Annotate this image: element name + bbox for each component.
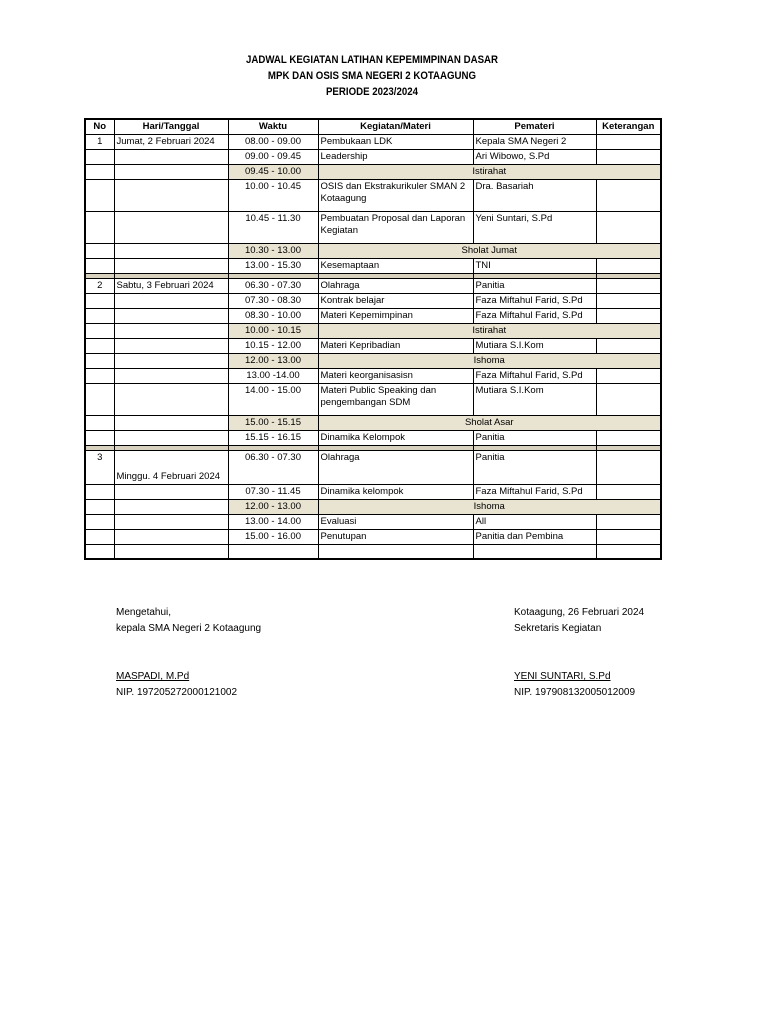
cell-pemateri: All (473, 515, 596, 530)
cell-keterangan (596, 339, 661, 354)
table-row (85, 515, 661, 530)
table-row (85, 431, 661, 446)
cell-date (114, 165, 228, 180)
cell-waktu: 07.30 - 11.45 (228, 485, 318, 500)
table-row (85, 369, 661, 384)
table-row (85, 384, 661, 416)
cell-pemateri: Mutiara S.I.Kom (473, 339, 596, 354)
cell-date: Minggu. 4 Februari 2024 (114, 451, 228, 485)
right-signature-block (514, 606, 644, 700)
right-sig-name: YENI SUNTARI, S.Pd (514, 671, 611, 682)
cell-break-label: Istirahat (318, 165, 661, 180)
cell-date (114, 324, 228, 339)
cell-kegiatan: Materi Kepemimpinan (318, 309, 473, 324)
cell-kegiatan: Materi keorganisasisn (318, 369, 473, 384)
cell-waktu (228, 545, 318, 559)
cell-waktu: 10.15 - 12.00 (228, 339, 318, 354)
cell-keterangan (596, 431, 661, 446)
cell-keterangan (596, 451, 661, 485)
cell-date (114, 259, 228, 274)
cell-pemateri: Panitia (473, 451, 596, 485)
cell-date (114, 530, 228, 545)
cell-date (114, 244, 228, 259)
cell-waktu: 09.45 - 10.00 (228, 165, 318, 180)
header-pemateri: Pemateri (473, 119, 596, 135)
cell-waktu: 06.30 - 07.30 (228, 451, 318, 485)
cell-no (85, 294, 114, 309)
cell-kegiatan: Materi Public Speaking dan pengembangan SDM (318, 384, 473, 416)
cell-date (114, 431, 228, 446)
cell-keterangan (596, 279, 661, 294)
left-signature-block (116, 606, 261, 700)
table-row (85, 545, 661, 559)
cell-kegiatan: Pembukaan LDK (318, 135, 473, 150)
cell-waktu: 10.30 - 13.00 (228, 244, 318, 259)
cell-pemateri: Kepala SMA Negeri 2 (473, 135, 596, 150)
cell-date: Jumat, 2 Februari 2024 (114, 135, 228, 150)
cell-waktu: 13.00 - 15.30 (228, 259, 318, 274)
cell-date (114, 416, 228, 431)
cell-no (85, 431, 114, 446)
right-sig-line1: Kotaagung, 26 Februari 2024 (514, 607, 645, 618)
cell-pemateri (473, 545, 596, 559)
table-row (85, 530, 661, 545)
table-row (85, 150, 661, 165)
table-row (85, 354, 661, 369)
cell-date (114, 150, 228, 165)
cell-no (85, 384, 114, 416)
cell-keterangan (596, 294, 661, 309)
cell-date (114, 180, 228, 212)
table-row (85, 416, 661, 431)
cell-pemateri: Ari Wibowo, S.Pd (473, 150, 596, 165)
cell-pemateri: TNI (473, 259, 596, 274)
doc-title-line3: PERIODE 2023/2024 (325, 86, 419, 98)
cell-no (85, 165, 114, 180)
cell-no (85, 212, 114, 244)
cell-no (85, 180, 114, 212)
cell-no (85, 485, 114, 500)
cell-no (85, 530, 114, 545)
cell-kegiatan: Olahraga (318, 451, 473, 485)
cell-date (114, 485, 228, 500)
cell-no (85, 500, 114, 515)
cell-pemateri: Mutiara S.I.Kom (473, 384, 596, 416)
header-keterangan: Keterangan (596, 119, 661, 135)
cell-kegiatan: Dinamika Kelompok (318, 431, 473, 446)
cell-no (85, 545, 114, 559)
table-row (85, 165, 661, 180)
cell-keterangan (596, 259, 661, 274)
cell-pemateri: Yeni Suntari, S.Pd (473, 212, 596, 244)
cell-kegiatan: Penutupan (318, 530, 473, 545)
cell-waktu: 10.00 - 10.15 (228, 324, 318, 339)
table-row (85, 324, 661, 339)
cell-kegiatan: Leadership (318, 150, 473, 165)
cell-pemateri: Dra. Basariah (473, 180, 596, 212)
cell-pemateri: Faza Miftahul Farid, S.Pd (473, 294, 596, 309)
cell-date (114, 369, 228, 384)
header-kegiatan: Kegiatan/Materi (318, 119, 473, 135)
cell-keterangan (596, 150, 661, 165)
left-sig-nip: NIP. 197205272000121002 (116, 687, 238, 698)
cell-kegiatan: Dinamika kelompok (318, 485, 473, 500)
cell-keterangan (596, 212, 661, 244)
cell-waktu: 13.00 - 14.00 (228, 515, 318, 530)
cell-waktu: 13.00 -14.00 (228, 369, 318, 384)
cell-pemateri: Panitia dan Pembina (473, 530, 596, 545)
cell-keterangan (596, 384, 661, 416)
cell-keterangan (596, 545, 661, 559)
cell-keterangan (596, 180, 661, 212)
cell-waktu: 07.30 - 08.30 (228, 294, 318, 309)
cell-break-label: Sholat Asar (318, 416, 661, 431)
cell-no (85, 259, 114, 274)
left-sig-line2: kepala SMA Negeri 2 Kotaagung (116, 623, 262, 634)
cell-kegiatan: Pembuatan Proposal dan Laporan Kegiatan (318, 212, 473, 244)
cell-kegiatan: Kontrak belajar (318, 294, 473, 309)
header-no: No (85, 119, 114, 135)
table-row (85, 135, 661, 150)
doc-title-line2: MPK DAN OSIS SMA NEGERI 2 KOTAAGUNG (267, 70, 477, 82)
cell-waktu: 15.15 - 16.15 (228, 431, 318, 446)
cell-no (85, 354, 114, 369)
cell-no (85, 309, 114, 324)
table-row (85, 485, 661, 500)
cell-kegiatan: Olahraga (318, 279, 473, 294)
cell-waktu: 06.30 - 07.30 (228, 279, 318, 294)
cell-pemateri: Faza Miftahul Farid, S.Pd (473, 309, 596, 324)
cell-pemateri: Faza Miftahul Farid, S.Pd (473, 369, 596, 384)
table-row (85, 451, 661, 485)
right-sig-line2: Sekretaris Kegiatan (514, 623, 602, 634)
cell-keterangan (596, 309, 661, 324)
cell-keterangan (596, 369, 661, 384)
cell-break-label: Istirahat (318, 324, 661, 339)
cell-kegiatan: Kesemaptaan (318, 259, 473, 274)
table-row (85, 309, 661, 324)
schedule-table (84, 118, 662, 560)
table-row (85, 244, 661, 259)
header-waktu: Waktu (228, 119, 318, 135)
cell-date (114, 545, 228, 559)
table-row (85, 294, 661, 309)
cell-break-label: Ishoma (318, 354, 661, 369)
cell-date (114, 212, 228, 244)
cell-no (85, 150, 114, 165)
cell-break-label: Ishoma (318, 500, 661, 515)
doc-title-line1: JADWAL KEGIATAN LATIHAN KEPEMIMPINAN DASAR (245, 54, 499, 66)
cell-date (114, 500, 228, 515)
cell-date (114, 309, 228, 324)
cell-waktu: 10.00 - 10.45 (228, 180, 318, 212)
cell-date (114, 339, 228, 354)
cell-no (85, 324, 114, 339)
cell-date (114, 515, 228, 530)
cell-break-label: Sholat Jumat (318, 244, 661, 259)
cell-date (114, 294, 228, 309)
cell-no (85, 244, 114, 259)
cell-no (85, 416, 114, 431)
cell-no (85, 515, 114, 530)
table-header-row (85, 119, 661, 135)
table-row (85, 279, 661, 294)
cell-no: 3 (85, 451, 114, 485)
cell-kegiatan (318, 545, 473, 559)
cell-keterangan (596, 485, 661, 500)
cell-waktu: 15.00 - 16.00 (228, 530, 318, 545)
table-row (85, 339, 661, 354)
cell-waktu: 10.45 - 11.30 (228, 212, 318, 244)
cell-date: Sabtu, 3 Februari 2024 (114, 279, 228, 294)
header-hari-tanggal: Hari/Tanggal (114, 119, 228, 135)
left-sig-name: MASPADI, M.Pd (116, 671, 190, 682)
cell-no (85, 339, 114, 354)
cell-keterangan (596, 135, 661, 150)
cell-waktu: 15.00 - 15.15 (228, 416, 318, 431)
cell-pemateri: Panitia (473, 431, 596, 446)
cell-waktu: 12.00 - 13.00 (228, 500, 318, 515)
table-row (85, 212, 661, 244)
cell-waktu: 08.30 - 10.00 (228, 309, 318, 324)
cell-keterangan (596, 530, 661, 545)
table-row (85, 500, 661, 515)
cell-keterangan (596, 515, 661, 530)
cell-pemateri: Panitia (473, 279, 596, 294)
cell-waktu: 14.00 - 15.00 (228, 384, 318, 416)
cell-kegiatan: Evaluasi (318, 515, 473, 530)
cell-waktu: 12.00 - 13.00 (228, 354, 318, 369)
cell-waktu: 09.00 - 09.45 (228, 150, 318, 165)
cell-no (85, 369, 114, 384)
cell-pemateri: Faza Miftahul Farid, S.Pd (473, 485, 596, 500)
table-row (85, 259, 661, 274)
cell-no: 1 (85, 135, 114, 150)
cell-kegiatan: OSIS dan Ekstrakurikuler SMAN 2 Kotaagung (318, 180, 473, 212)
cell-waktu: 08.00 - 09.00 (228, 135, 318, 150)
cell-kegiatan: Materi Kepribadian (318, 339, 473, 354)
cell-date (114, 354, 228, 369)
left-sig-line1: Mengetahui, (116, 607, 172, 618)
table-row (85, 180, 661, 212)
cell-date (114, 384, 228, 416)
right-sig-nip: NIP. 197908132005012009 (514, 687, 636, 698)
cell-no: 2 (85, 279, 114, 294)
